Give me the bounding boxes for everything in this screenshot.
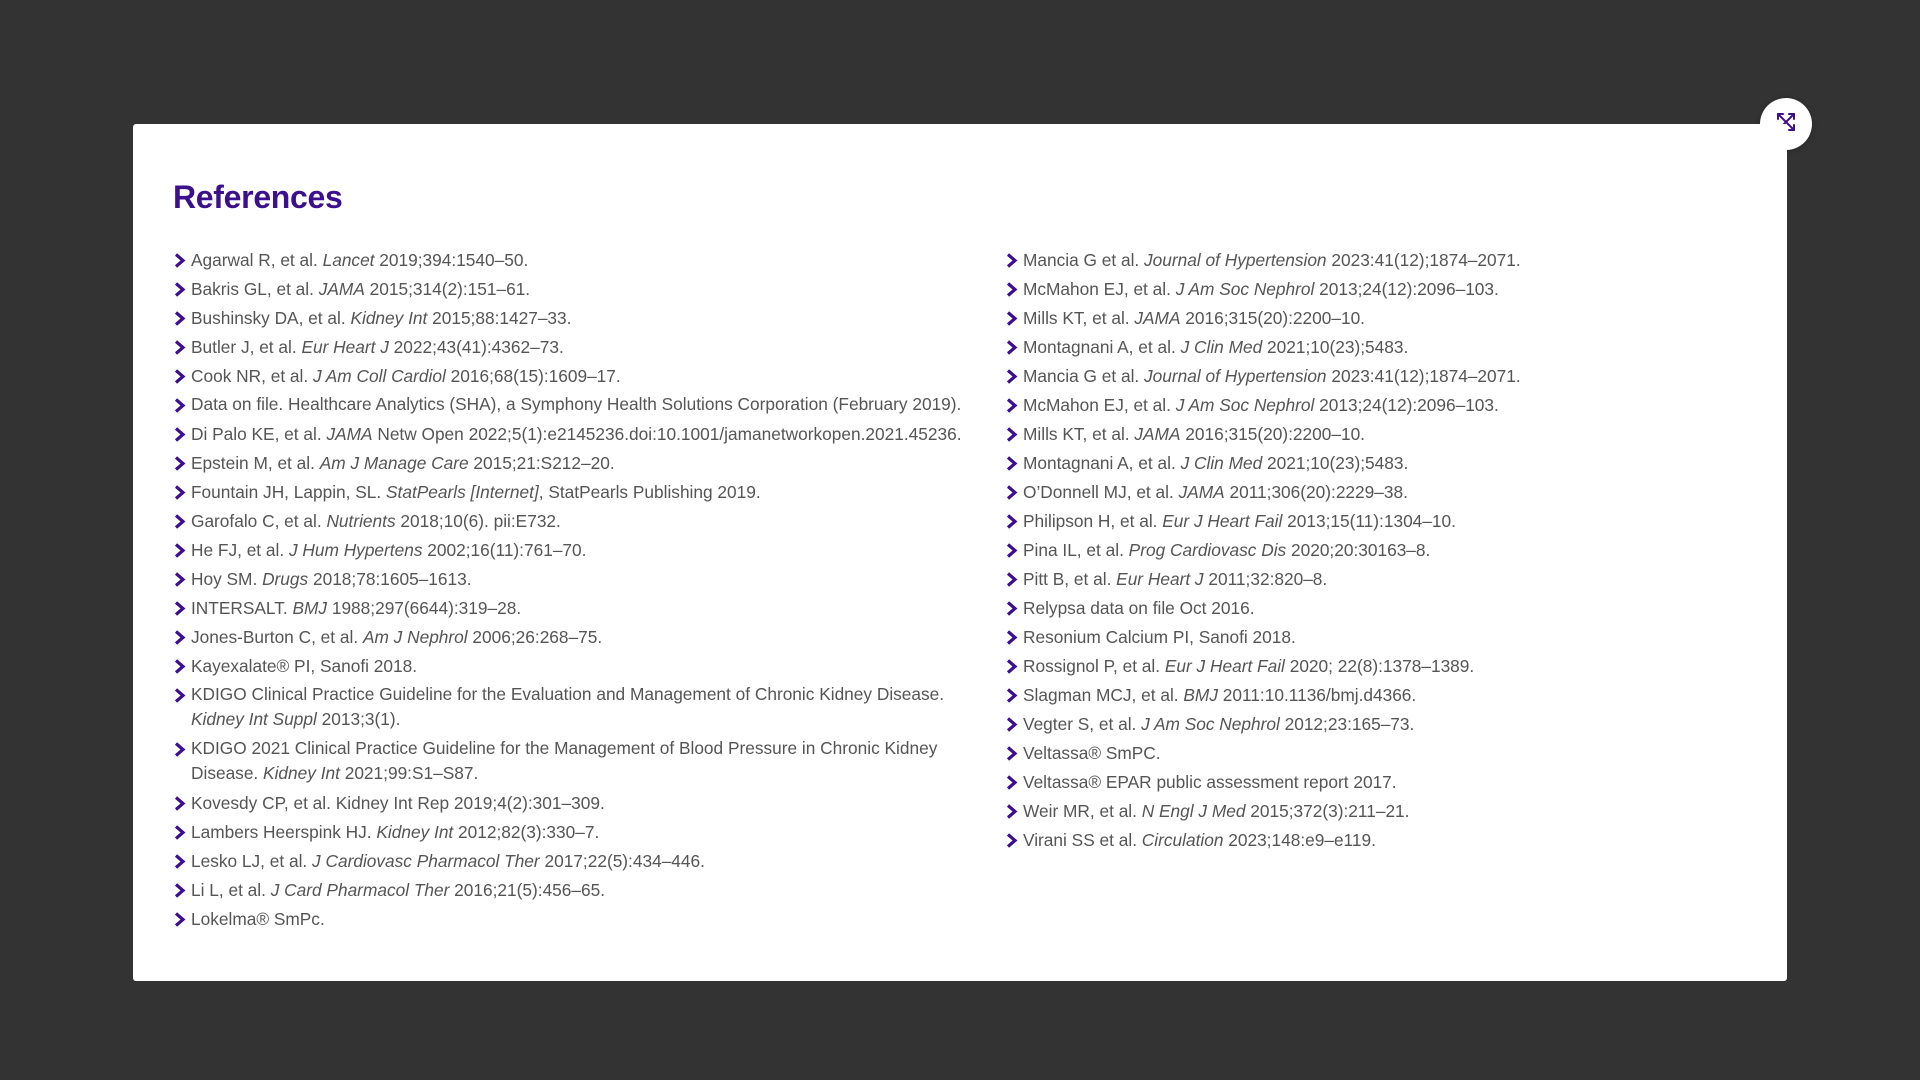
reference-details: 2012;23:165–73.	[1279, 714, 1415, 734]
reference-item	[1005, 566, 1745, 592]
reference-authors: Veltassa® SmPC.	[1023, 743, 1161, 763]
reference-authors: Data on file. Healthcare Analytics (SHA), a Symphony Health Solutions Corporation (February 2019).	[191, 394, 962, 414]
reference-authors: Butler J, et al.	[191, 337, 302, 357]
reference-text	[1023, 772, 1397, 792]
reference-text	[191, 394, 961, 414]
reference-item	[1005, 682, 1745, 708]
reference-text	[191, 569, 472, 589]
reference-text	[191, 540, 586, 560]
reference-item	[1005, 276, 1745, 302]
reference-details: 2013;15(11):1304–10.	[1282, 511, 1456, 531]
reference-text	[191, 250, 528, 270]
reference-text	[1023, 424, 1365, 444]
reference-journal: Eur Heart J	[301, 337, 389, 357]
reference-text	[191, 793, 605, 813]
reference-details: 2006;26:268–75.	[467, 626, 603, 647]
reference-item	[1005, 363, 1745, 389]
reference-authors: McMahon EJ, et al.	[1023, 279, 1176, 299]
reference-text	[191, 656, 417, 676]
reference-details: 2002;16(11):761–70.	[422, 539, 587, 560]
reference-text	[191, 424, 962, 444]
reference-item	[1005, 247, 1745, 273]
reference-journal: BMJ	[1183, 685, 1218, 705]
chevron-right-icon	[1005, 543, 1018, 558]
reference-authors: Montagnani A, et al.	[1023, 453, 1181, 473]
reference-text	[1023, 569, 1327, 589]
reference-authors: Virani SS et al.	[1023, 830, 1142, 850]
reference-item	[1005, 305, 1745, 331]
reference-journal: Kidney Int	[263, 763, 340, 783]
reference-authors: McMahon EJ, et al.	[1023, 395, 1176, 415]
reference-authors: Vegter S, et al.	[1023, 714, 1142, 734]
reference-item	[173, 247, 973, 273]
reference-item	[173, 653, 973, 679]
reference-details: 2016;68(15):1609–17.	[445, 366, 621, 386]
chevron-right-icon	[173, 742, 186, 757]
reference-item	[173, 595, 973, 621]
reference-journal: Eur Heart J	[1116, 569, 1204, 589]
reference-details: 2021;10(23);5483.	[1262, 337, 1409, 357]
reference-journal: Kidney Int	[350, 308, 428, 328]
chevron-right-icon	[173, 796, 186, 811]
reference-authors: O’Donnell MJ, et al.	[1023, 482, 1179, 502]
reference-details: 2018;78:1605–1613.	[308, 568, 472, 589]
reference-authors: Epstein M, et al.	[191, 452, 320, 473]
reference-details: 2013;24(12):2096–103.	[1314, 395, 1499, 415]
reference-text	[1023, 685, 1416, 705]
chevron-right-icon	[173, 340, 186, 355]
reference-text	[1023, 366, 1521, 386]
reference-item	[1005, 653, 1745, 679]
reference-authors: Pitt B, et al.	[1023, 569, 1117, 589]
chevron-right-icon	[173, 854, 186, 869]
reference-text	[1023, 830, 1376, 850]
reference-text	[1023, 511, 1456, 531]
chevron-right-icon	[1005, 659, 1018, 674]
reference-details: , StatPearls Publishing 2019.	[538, 481, 761, 502]
reference-item	[173, 906, 973, 932]
reference-authors: Di Palo KE, et al.	[191, 423, 327, 444]
reference-details: 2013;24(12):2096–103.	[1314, 279, 1499, 299]
reference-item	[173, 848, 973, 874]
reference-text	[1023, 598, 1255, 618]
reference-details: 2012;82(3):330–7.	[453, 821, 600, 842]
reference-text	[1023, 279, 1499, 299]
reference-authors: Lambers Heerspink HJ.	[191, 821, 377, 842]
reference-text	[191, 511, 561, 531]
reference-item	[173, 736, 973, 787]
modal-title: References	[173, 179, 343, 215]
chevron-right-icon	[1005, 775, 1018, 790]
reference-journal: Nutrients	[326, 510, 396, 531]
reference-journal: J Hum Hypertens	[288, 539, 423, 560]
reference-authors: Mancia G et al.	[1023, 250, 1145, 270]
reference-item	[173, 276, 973, 302]
reference-text	[191, 627, 602, 647]
reference-journal: Journal of Hypertension	[1144, 250, 1327, 270]
chevron-right-icon	[1005, 282, 1018, 297]
reference-authors: Slagman MCJ, et al.	[1023, 685, 1184, 705]
reference-item	[173, 479, 973, 505]
reference-authors: Li L, et al.	[191, 879, 271, 900]
reference-journal: J Am Soc Nephrol	[1175, 279, 1315, 299]
reference-details: 2015;88:1427–33.	[427, 308, 572, 328]
reference-journal: J Clin Med	[1180, 453, 1263, 473]
reference-authors: KDIGO 2021 Clinical Practice Guideline for the Management of Blood Pressure in Chronic Kidney Disease.	[191, 737, 938, 783]
reference-authors: INTERSALT.	[191, 597, 293, 618]
reference-journal: N Engl J Med	[1141, 801, 1246, 821]
reference-authors: Bushinsky DA, et al.	[191, 308, 351, 328]
reference-authors: Fountain JH, Lappin, SL.	[191, 481, 387, 502]
reference-item	[173, 334, 973, 360]
reference-authors: He FJ, et al.	[191, 539, 289, 560]
reference-text	[191, 880, 605, 900]
reference-journal: Am J Manage Care	[319, 452, 469, 473]
reference-authors: Bakris GL, et al.	[191, 279, 319, 299]
chevron-right-icon	[173, 688, 186, 703]
chevron-right-icon	[173, 825, 186, 840]
reference-text	[1023, 308, 1365, 328]
reference-details: 2011;306(20):2229–38.	[1224, 482, 1408, 502]
reference-details: 2015;21:S212–20.	[468, 452, 615, 473]
references-list-right	[1005, 247, 1745, 856]
chevron-right-icon	[1005, 456, 1018, 471]
reference-item	[1005, 479, 1745, 505]
reference-text	[191, 366, 621, 386]
reference-text	[1023, 801, 1409, 821]
chevron-right-icon	[1005, 485, 1018, 500]
reference-item	[173, 819, 973, 845]
reference-text	[1023, 540, 1430, 560]
reference-item	[173, 363, 973, 389]
reference-authors: Lokelma® SmPc.	[191, 908, 325, 929]
chevron-right-icon	[1005, 398, 1018, 413]
reference-text	[1023, 743, 1161, 763]
reference-text	[191, 684, 944, 730]
reference-journal: JAMA	[1178, 482, 1225, 502]
reference-details: 2023;148:e9–e119.	[1223, 830, 1376, 850]
reference-details: 2018;10(6). pii:E732.	[395, 510, 561, 531]
reference-text	[191, 851, 705, 871]
reference-authors: Veltassa® EPAR public assessment report 2017.	[1023, 772, 1397, 792]
reference-text	[1023, 627, 1296, 647]
reference-item	[173, 682, 973, 733]
reference-text	[1023, 656, 1474, 676]
reference-journal: BMJ	[292, 597, 328, 618]
chevron-right-icon	[173, 369, 186, 384]
reference-journal: Kidney Int Suppl	[191, 709, 317, 729]
reference-authors: Resonium Calcium PI, Sanofi 2018.	[1023, 627, 1296, 647]
reference-item	[1005, 769, 1745, 795]
reference-details: 2013;3(1).	[316, 709, 401, 729]
reference-authors: Garofalo C, et al.	[191, 510, 327, 531]
reference-text	[1023, 714, 1414, 734]
chevron-right-icon	[1005, 717, 1018, 732]
reference-details: 2019;394:1540–50.	[374, 250, 529, 270]
reference-item	[173, 537, 973, 563]
chevron-right-icon	[173, 543, 186, 558]
chevron-right-icon	[173, 572, 186, 587]
chevron-right-icon	[1005, 253, 1018, 268]
chevron-right-icon	[1005, 427, 1018, 442]
reference-details: 1988;297(6644):319–28.	[327, 597, 522, 618]
chevron-right-icon	[173, 630, 186, 645]
reference-authors: Montagnani A, et al.	[1023, 337, 1181, 357]
chevron-right-icon	[173, 311, 186, 326]
reference-item	[1005, 624, 1745, 650]
reference-authors: Weir MR, et al.	[1023, 801, 1142, 821]
reference-item	[173, 305, 973, 331]
reference-item	[1005, 334, 1745, 360]
reference-details: 2011:10.1136/bmj.d4366.	[1217, 685, 1417, 705]
reference-text	[191, 279, 530, 299]
reference-journal: Am J Nephrol	[362, 626, 468, 647]
reference-item	[173, 566, 973, 592]
references-list-left	[173, 247, 973, 935]
reference-details: 2023:41(12);1874–2071.	[1326, 366, 1521, 386]
reference-journal: Lancet	[322, 250, 375, 270]
reference-journal: JAMA	[318, 279, 365, 299]
reference-item	[1005, 450, 1745, 476]
reference-authors: Agarwal R, et al.	[191, 250, 323, 270]
reference-journal: JAMA	[326, 423, 373, 444]
chevron-right-icon	[173, 398, 186, 413]
reference-journal: Circulation	[1141, 830, 1224, 850]
reference-text	[1023, 250, 1521, 270]
reference-details: 2016;315(20):2200–10.	[1180, 424, 1365, 444]
chevron-right-icon	[173, 883, 186, 898]
reference-item	[1005, 508, 1745, 534]
reference-journal: StatPearls [Internet]	[386, 481, 539, 502]
reference-journal: JAMA	[1134, 424, 1181, 444]
chevron-right-icon	[173, 282, 186, 297]
chevron-right-icon	[1005, 311, 1018, 326]
reference-authors: Kayexalate® PI, Sanofi 2018.	[191, 655, 418, 676]
chevron-right-icon	[1005, 572, 1018, 587]
reference-details: 2015;372(3):211–21.	[1245, 801, 1410, 821]
reference-details: 2020; 22(8):1378–1389.	[1284, 656, 1475, 676]
reference-journal: Eur J Heart Fail	[1162, 511, 1283, 531]
reference-authors: Pina IL, et al.	[1023, 540, 1129, 560]
reference-authors: KDIGO Clinical Practice Guideline for the Evaluation and Management of Chronic Kidney Disease.	[191, 683, 945, 704]
reference-item	[1005, 711, 1745, 737]
reference-text	[191, 738, 937, 784]
reference-text	[1023, 453, 1408, 473]
chevron-right-icon	[1005, 746, 1018, 761]
reference-item	[173, 450, 973, 476]
reference-authors: Hoy SM.	[191, 568, 263, 589]
reference-journal: Journal of Hypertension	[1144, 366, 1327, 386]
reference-details: 2016;21(5):456–65.	[449, 879, 606, 900]
reference-text	[1023, 395, 1499, 415]
reference-item	[173, 508, 973, 534]
chevron-right-icon	[173, 659, 186, 674]
chevron-right-icon	[1005, 514, 1018, 529]
chevron-right-icon	[1005, 601, 1018, 616]
chevron-right-icon	[1005, 833, 1018, 848]
reference-journal: JAMA	[1134, 308, 1181, 328]
reference-text	[191, 822, 599, 842]
references-modal	[133, 124, 1787, 981]
reference-details: 2021;10(23);5483.	[1262, 453, 1409, 473]
reference-authors: Philipson H, et al.	[1023, 511, 1163, 531]
reference-journal: Kidney Int	[376, 821, 454, 842]
reference-text	[191, 909, 325, 929]
reference-authors: Mancia G et al.	[1023, 366, 1145, 386]
reference-details: 2011;32:820–8.	[1203, 569, 1328, 589]
chevron-right-icon	[1005, 688, 1018, 703]
chevron-right-icon	[1005, 804, 1018, 819]
reference-item	[173, 624, 973, 650]
reference-item	[1005, 740, 1745, 766]
reference-details: 2023:41(12);1874–2071.	[1326, 250, 1521, 270]
chevron-right-icon	[173, 456, 186, 471]
reference-text	[191, 453, 615, 473]
chevron-right-icon	[173, 485, 186, 500]
reference-journal: J Clin Med	[1180, 337, 1263, 357]
chevron-right-icon	[1005, 340, 1018, 355]
reference-journal: Eur J Heart Fail	[1164, 656, 1285, 676]
reference-details: Netw Open 2022;5(1):e2145236.doi:10.1001/jamanetworkopen.2021.45236.	[372, 423, 962, 444]
reference-item	[1005, 537, 1745, 563]
reference-details: 2020;20:30163–8.	[1286, 540, 1431, 560]
reference-item	[173, 392, 973, 418]
reference-authors: Lesko LJ, et al.	[191, 850, 313, 871]
reference-journal: J Card Pharmacol Ther	[270, 879, 450, 900]
reference-text	[191, 482, 761, 502]
reference-text	[191, 337, 564, 357]
reference-text	[1023, 337, 1408, 357]
reference-text	[191, 598, 521, 618]
reference-item	[1005, 421, 1745, 447]
reference-item	[173, 421, 973, 447]
reference-authors: Mills KT, et al.	[1023, 308, 1135, 328]
reference-details: 2017;22(5):434–446.	[539, 850, 705, 871]
reference-journal: J Cardiovasc Pharmacol Ther	[312, 850, 540, 871]
reference-journal: J Am Soc Nephrol	[1141, 714, 1280, 734]
reference-item	[1005, 798, 1745, 824]
reference-authors: Jones-Burton C, et al.	[191, 626, 363, 647]
reference-text	[191, 308, 571, 328]
reference-authors: Relypsa data on file Oct 2016.	[1023, 598, 1255, 618]
chevron-right-icon	[1005, 369, 1018, 384]
reference-authors: Mills KT, et al.	[1023, 424, 1135, 444]
reference-item	[173, 790, 973, 816]
reference-text	[1023, 482, 1408, 502]
reference-item	[1005, 827, 1745, 853]
reference-journal: Prog Cardiovasc Dis	[1128, 540, 1287, 560]
reference-authors: Kovesdy CP, et al. Kidney Int Rep 2019;4(2):301–309.	[191, 792, 605, 813]
reference-details: 2016;315(20):2200–10.	[1180, 308, 1365, 328]
chevron-right-icon	[1005, 630, 1018, 645]
reference-authors: Rossignol P, et al.	[1023, 656, 1165, 676]
reference-item	[1005, 595, 1745, 621]
reference-journal: J Am Coll Cardiol	[312, 366, 446, 386]
chevron-right-icon	[173, 601, 186, 616]
reference-item	[173, 877, 973, 903]
chevron-right-icon	[173, 912, 186, 927]
chevron-right-icon	[173, 427, 186, 442]
chevron-right-icon	[173, 253, 186, 268]
reference-journal: Drugs	[262, 568, 309, 589]
reference-item	[1005, 392, 1745, 418]
reference-details: 2021;99:S1–S87.	[339, 763, 479, 783]
reference-details: 2015;314(2):151–61.	[364, 279, 531, 299]
reference-authors: Cook NR, et al.	[191, 366, 313, 386]
reference-details: 2022;43(41):4362–73.	[388, 337, 564, 357]
chevron-right-icon	[173, 514, 186, 529]
reference-journal: J Am Soc Nephrol	[1175, 395, 1315, 415]
